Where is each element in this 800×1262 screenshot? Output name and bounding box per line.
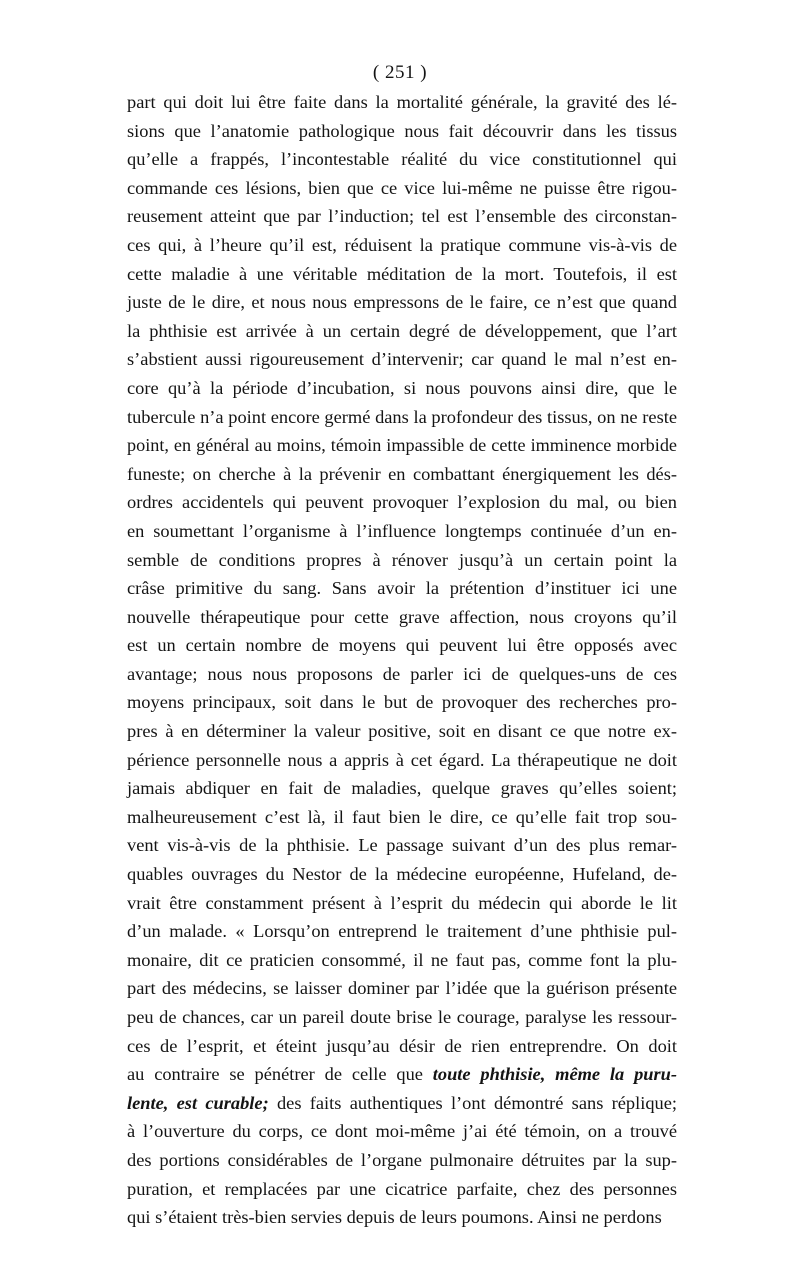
text-line: ordres accidentels qui peuvent provoquer l’explosion du mal, ou bien [127,492,677,513]
text-line: malheureusement c’est là, il faut bien le dire, ce qu’elle fait trop sou- [127,806,677,827]
text-line: vrait être constamment présent à l’esprit du médecin qui aborde le lit [127,892,677,913]
text-line: peu de chances, car un pareil doute brise le courage, paralyse les ressour- [127,1007,677,1027]
text-segment: des faits authentiques l’ont démontré sans réplique; [268,1092,677,1113]
text-line: part des médecins, se laisser dominer par l’idée que la guérison présente [127,978,677,999]
text-line: qu’elle a frappés, l’incontestable réalité du vice constitutionnel qui [127,149,677,170]
text-line: moyens principaux, soit dans le but de provoquer des recherches pro- [127,692,677,713]
text-line: point, en général au moins, témoin impassible de cette imminence morbide [127,435,677,456]
text-line: avantage; nous nous proposons de parler ici de quelques-uns de ces [127,663,677,684]
italic-emphasis: lente, est curable; [127,1092,269,1113]
text-line: commande ces lésions, bien que ce vice lui-même ne puisse être rigou- [127,177,677,198]
text-line: en soumettant l’organisme à l’influence longtemps continuée d’un en- [127,520,677,541]
text-line: à l’ouverture du corps, ce dont moi-même j’ai été témoin, on a trouvé [127,1121,677,1142]
text-line: juste de le dire, et nous nous empressons de le faire, ce n’est que quand [127,292,677,313]
text-line: ces qui, à l’heure qu’il est, réduisent la pratique commune vis-à-vis de [127,234,677,255]
text-line: ces de l’esprit, et éteint jusqu’au désir de rien entreprendre. On doit [127,1035,677,1056]
text-line: est un certain nombre de moyens qui peuvent lui être opposés avec [127,635,677,656]
text-line: semble de conditions propres à rénover jusqu’à un certain point la [127,549,677,570]
text-line: monaire, dit ce praticien consommé, il ne faut pas, comme font la plu- [127,949,677,970]
text-line: s’abstient aussi rigoureusement d’intervenir; car quand le mal n’est en- [127,349,677,370]
text-line: part qui doit lui être faite dans la mortalité générale, la gravité des lé- [127,92,677,112]
text-line: d’un malade. « Lorsqu’on entreprend le traitement d’une phthisie pul- [127,921,677,942]
text-line: puration, et remplacées par une cicatrice parfaite, chez des personnes [127,1178,677,1199]
text-line: core qu’à la période d’incubation, si nous pouvons ainsi dire, que le [127,377,677,398]
text-line: vent vis-à-vis de la phthisie. Le passage suivant d’un des plus remar- [127,835,677,856]
text-line: qui s’étaient très-bien servies depuis de leurs poumons. Ainsi ne perdons [127,1207,662,1228]
text-line: des portions considérables de l’organe pulmonaire détruites par la sup- [127,1149,677,1170]
text-line [127,1060,677,1089]
italic-emphasis: toute phthisie, même la puru- [432,1064,678,1085]
text-line: nouvelle thérapeutique pour cette grave affection, nous croyons qu’il [127,606,677,627]
text-line: quables ouvrages du Nestor de la médecine européenne, Hufeland, de- [127,864,677,885]
text-line: funeste; on cherche à la prévenir en combattant énergiquement les dés- [127,463,677,484]
text-line: sions que l’anatomie pathologique nous fait découvrir dans les tissus [127,120,677,141]
text-line: la phthisie est arrivée à un certain degré de développement, que l’art [127,320,677,341]
text-line: périence personnelle nous a appris à cet égard. La thérapeutique ne doit [127,749,677,770]
text-line: pres à en déterminer la valeur positive, soit en disant ce que notre ex- [127,721,677,742]
body-text [127,88,677,1232]
text-line: jamais abdiquer en fait de maladies, quelque graves qu’elles soient; [127,778,677,799]
text-line: reusement atteint que par l’induction; tel est l’ensemble des circonstan- [127,206,677,227]
text-line: cette maladie à une véritable méditation de la mort. Toutefois, il est [127,263,677,284]
text-line: crâse primitive du sang. Sans avoir la prétention d’instituer ici une [127,578,677,599]
page-number: ( 251 ) [372,62,428,83]
text-segment: au contraire se pénétrer de celle que [127,1064,433,1085]
text-line: tubercule n’a point encore germé dans la profondeur des tissus, on ne reste [127,406,677,427]
text-line [127,1089,677,1118]
